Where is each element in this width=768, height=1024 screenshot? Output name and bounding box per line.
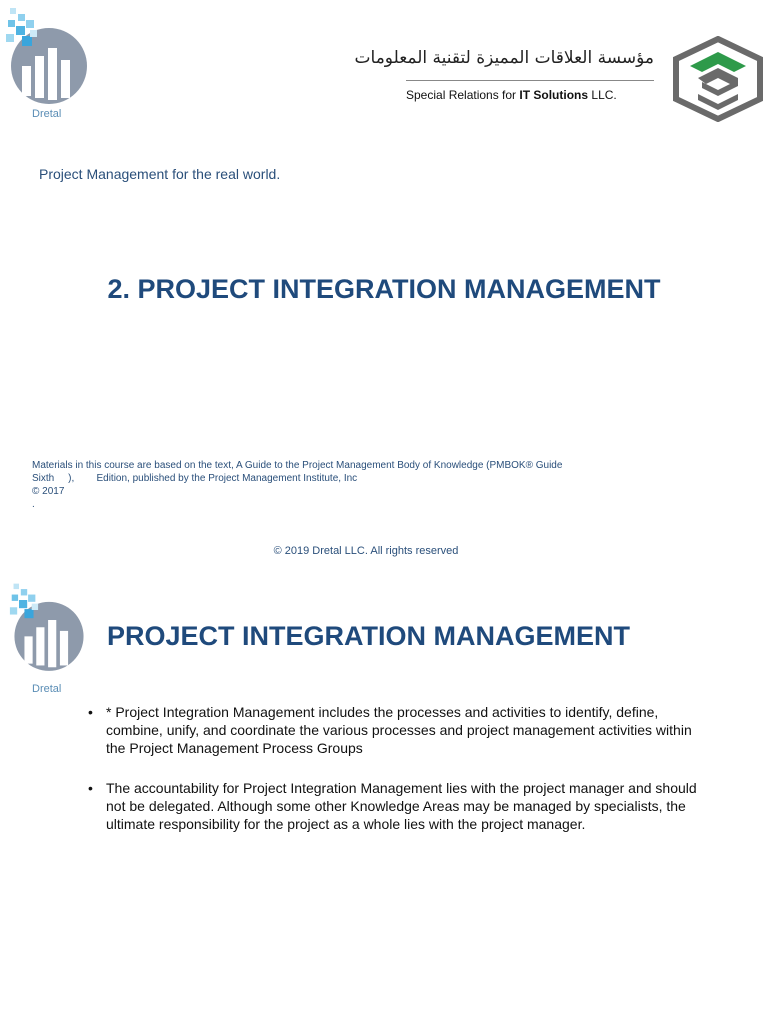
dretal-logo-text: Dretal <box>32 683 62 695</box>
source-notes <box>32 459 562 511</box>
company-english-bold: IT Solutions <box>519 88 589 102</box>
company-english-suffix: LLC. <box>588 88 617 102</box>
company-arabic-name: مؤسسة العلاقات المميزة لتقنية المعلومات <box>354 48 654 68</box>
dretal-logo <box>4 4 94 124</box>
sr-hexagon-logo <box>672 36 764 127</box>
company-english-name <box>406 88 617 102</box>
copyright-text: © 2019 Dretal LLC. All rights reserved <box>273 545 459 557</box>
tagline: Project Management for the real world. <box>39 166 281 182</box>
company-name-divider <box>406 80 654 81</box>
company-english-prefix: Special Relations for <box>406 88 520 102</box>
dretal-logo-graphic <box>4 4 94 114</box>
bullet-item: • * Project Integration Management includes the processes and activities to identify, define, combine, unify, and coordinate the various processes and project management activities within the Project Management Process Groups <box>88 703 708 757</box>
bullet-list <box>88 703 708 855</box>
bullet-item: • The accountability for Project Integration Management lies with the project manager and should not be delegated. Although some other Knowledge Areas may be managed by specialists, the ultimate responsibility for the project as a whole lies with the project manager. <box>88 779 708 833</box>
dretal-logo-text: Dretal <box>32 108 62 120</box>
source-note-line: Sixth ), Edition, published by the Project Management Institute, Inc <box>32 473 358 484</box>
sr-hexagon-icon <box>672 36 764 122</box>
source-note-line: © 2017 <box>32 486 65 497</box>
source-note-line: . <box>32 499 35 510</box>
source-note-line: Materials in this course are based on the text, A Guide to the Project Management Body of Knowledge (PMBOK® Guide <box>32 460 563 471</box>
dretal-logo-slide-2 <box>4 580 94 700</box>
slide-2-title: PROJECT INTEGRATION MANAGEMENT <box>107 621 631 651</box>
dretal-logo-graphic <box>4 580 94 680</box>
slide-1-title: 2. PROJECT INTEGRATION MANAGEMENT <box>107 274 661 304</box>
